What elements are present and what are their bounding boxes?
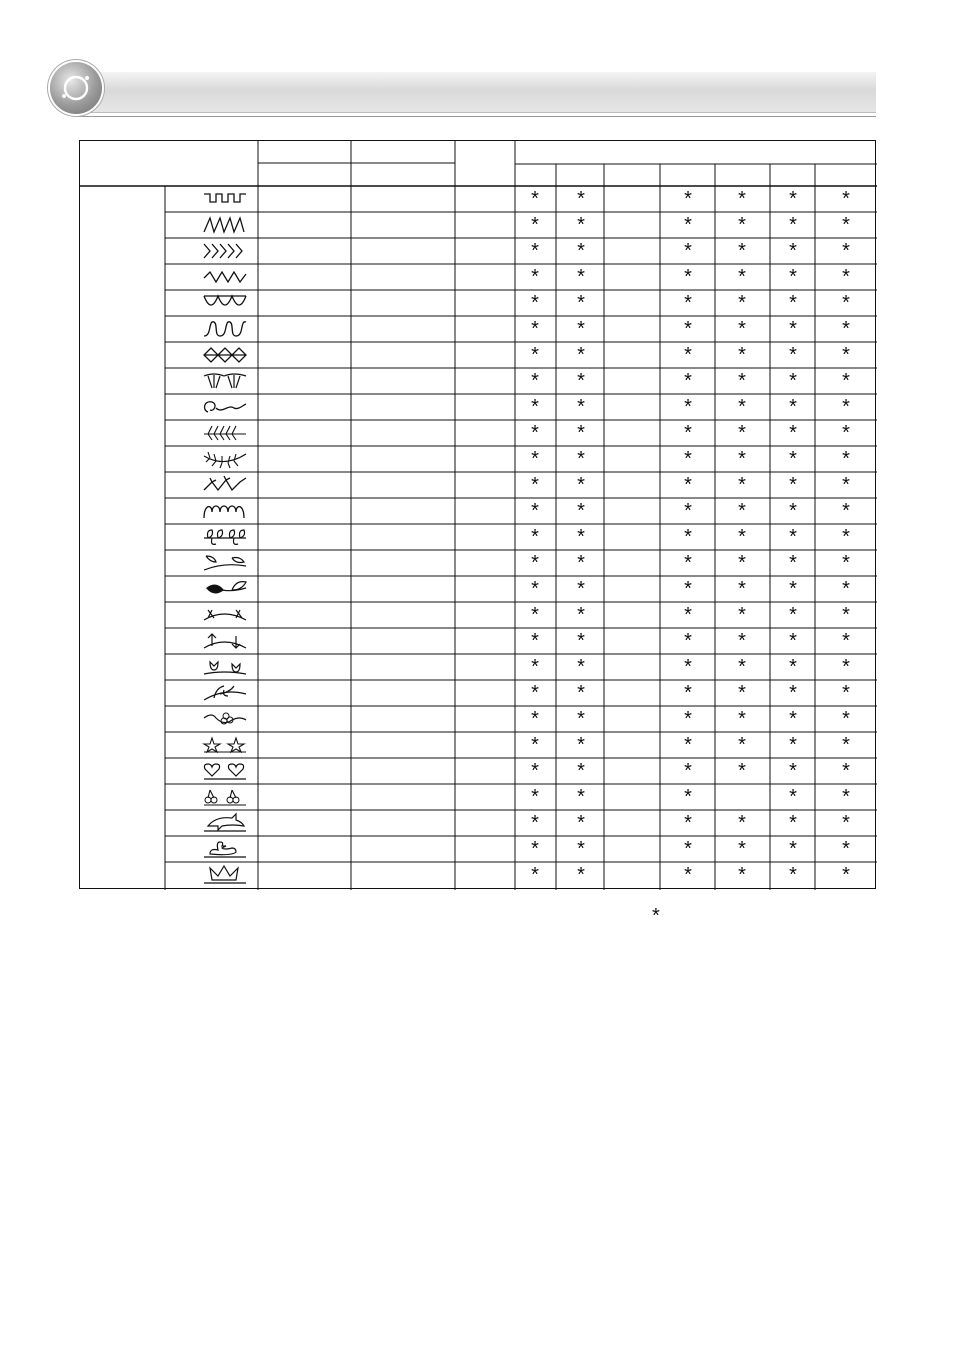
branch-pattern-icon <box>168 602 258 628</box>
flower-vine-pattern-icon <box>168 706 258 732</box>
footnote-star: * <box>652 905 660 927</box>
compat-star-mark: * <box>531 422 539 444</box>
compat-star-mark: * <box>684 682 692 704</box>
compat-star-mark: * <box>684 188 692 210</box>
table-row <box>80 758 877 784</box>
table-row <box>80 836 877 862</box>
fan-pattern-icon <box>168 368 258 394</box>
compat-star-mark: * <box>531 448 539 470</box>
compat-star-mark: * <box>738 734 746 756</box>
compat-star-mark: * <box>531 370 539 392</box>
compat-star-mark: * <box>531 318 539 340</box>
compat-star-mark: * <box>789 448 797 470</box>
table-row <box>80 706 877 732</box>
compat-star-mark: * <box>684 838 692 860</box>
compat-star-mark: * <box>531 682 539 704</box>
compat-star-mark: * <box>738 838 746 860</box>
compat-star-mark: * <box>577 188 585 210</box>
compat-star-mark: * <box>577 266 585 288</box>
compat-star-mark: * <box>738 318 746 340</box>
compat-star-mark: * <box>684 370 692 392</box>
compat-star-mark: * <box>577 396 585 418</box>
compat-star-mark: * <box>789 734 797 756</box>
compat-star-mark: * <box>531 656 539 678</box>
compat-star-mark: * <box>789 604 797 626</box>
table-row <box>80 316 877 342</box>
arrow-up-down-pattern-icon <box>168 628 258 654</box>
arrow-vine-pattern-icon <box>168 472 258 498</box>
compat-star-mark: * <box>531 630 539 652</box>
compat-star-mark: * <box>684 396 692 418</box>
compat-star-mark: * <box>842 682 850 704</box>
compat-star-mark: * <box>789 214 797 236</box>
compat-star-mark: * <box>789 760 797 782</box>
compat-star-mark: * <box>842 786 850 808</box>
compat-star-mark: * <box>789 266 797 288</box>
compat-star-mark: * <box>684 864 692 886</box>
compat-star-mark: * <box>684 656 692 678</box>
compat-star-mark: * <box>531 240 539 262</box>
compat-star-mark: * <box>531 266 539 288</box>
steps-pattern-icon <box>168 186 258 212</box>
compat-star-mark: * <box>577 292 585 314</box>
compat-star-mark: * <box>842 812 850 834</box>
table-row <box>80 290 877 316</box>
compat-star-mark: * <box>684 604 692 626</box>
table-row <box>80 394 877 420</box>
compat-star-mark: * <box>577 630 585 652</box>
compat-star-mark: * <box>684 812 692 834</box>
compat-star-mark: * <box>577 656 585 678</box>
compat-star-mark: * <box>531 396 539 418</box>
table-row <box>80 862 877 888</box>
section-header-banner <box>50 62 876 116</box>
compat-star-mark: * <box>577 344 585 366</box>
scroll-pattern-icon <box>168 394 258 420</box>
feather-pattern-icon <box>168 420 258 446</box>
compat-star-mark: * <box>789 656 797 678</box>
compat-star-mark: * <box>789 864 797 886</box>
compat-star-mark: * <box>577 500 585 522</box>
compat-star-mark: * <box>789 422 797 444</box>
compat-star-mark: * <box>738 240 746 262</box>
heart-pattern-icon <box>168 758 258 784</box>
compat-star-mark: * <box>789 318 797 340</box>
compat-star-mark: * <box>684 240 692 262</box>
compat-star-mark: * <box>684 266 692 288</box>
table-row <box>80 784 877 810</box>
compat-star-mark: * <box>531 812 539 834</box>
compat-star-mark: * <box>842 630 850 652</box>
compat-star-mark: * <box>684 500 692 522</box>
compat-star-mark: * <box>842 552 850 574</box>
compat-star-mark: * <box>842 760 850 782</box>
compat-star-mark: * <box>531 526 539 548</box>
diamond-chain-pattern-icon <box>168 342 258 368</box>
table-row <box>80 602 877 628</box>
compat-star-mark: * <box>684 292 692 314</box>
compat-star-mark: * <box>531 344 539 366</box>
compat-star-mark: * <box>789 240 797 262</box>
compat-star-mark: * <box>577 526 585 548</box>
compat-star-mark: * <box>789 630 797 652</box>
compat-star-mark: * <box>577 318 585 340</box>
table-row <box>80 732 877 758</box>
compat-star-mark: * <box>789 812 797 834</box>
compat-star-mark: * <box>577 578 585 600</box>
compat-star-mark: * <box>789 474 797 496</box>
compat-star-mark: * <box>738 214 746 236</box>
cherry-pattern-icon <box>168 784 258 810</box>
compat-star-mark: * <box>577 786 585 808</box>
compat-star-mark: * <box>789 292 797 314</box>
compat-star-mark: * <box>789 396 797 418</box>
compat-star-mark: * <box>684 474 692 496</box>
compat-star-mark: * <box>842 292 850 314</box>
table-row <box>80 238 877 264</box>
compat-star-mark: * <box>842 396 850 418</box>
compat-star-mark: * <box>577 838 585 860</box>
sprout-pattern-icon <box>168 680 258 706</box>
compat-star-mark: * <box>531 786 539 808</box>
compat-star-mark: * <box>738 656 746 678</box>
compat-star-mark: * <box>684 422 692 444</box>
solid-leaf-pattern-icon <box>168 576 258 602</box>
fern-pattern-icon <box>168 446 258 472</box>
compat-star-mark: * <box>684 526 692 548</box>
compat-star-mark: * <box>577 682 585 704</box>
table-row <box>80 368 877 394</box>
compat-star-mark: * <box>842 526 850 548</box>
square-wave-pattern-icon <box>168 212 258 238</box>
compat-star-mark: * <box>684 760 692 782</box>
compat-star-mark: * <box>684 734 692 756</box>
compat-star-mark: * <box>842 604 850 626</box>
table-row <box>80 810 877 836</box>
compat-star-mark: * <box>577 760 585 782</box>
compat-star-mark: * <box>577 214 585 236</box>
leaf-cluster-pattern-icon <box>168 524 258 550</box>
compat-star-mark: * <box>738 682 746 704</box>
compat-star-mark: * <box>842 344 850 366</box>
compat-star-mark: * <box>738 344 746 366</box>
compat-star-mark: * <box>789 188 797 210</box>
compat-star-mark: * <box>738 370 746 392</box>
compat-star-mark: * <box>842 864 850 886</box>
compat-star-mark: * <box>789 370 797 392</box>
table-row <box>80 628 877 654</box>
compat-star-mark: * <box>842 370 850 392</box>
compat-star-mark: * <box>577 474 585 496</box>
table-row <box>80 420 877 446</box>
compat-star-mark: * <box>789 838 797 860</box>
header-bar <box>78 72 876 113</box>
table-row <box>80 550 877 576</box>
compat-star-mark: * <box>842 188 850 210</box>
compat-star-mark: * <box>738 864 746 886</box>
compat-star-mark: * <box>577 864 585 886</box>
leaf-vine-pattern-icon <box>168 550 258 576</box>
compat-star-mark: * <box>577 708 585 730</box>
compat-star-mark: * <box>531 552 539 574</box>
compat-star-mark: * <box>531 864 539 886</box>
compat-star-mark: * <box>684 318 692 340</box>
table-row <box>80 446 877 472</box>
compat-star-mark: * <box>738 812 746 834</box>
star-pattern-icon <box>168 732 258 758</box>
compat-star-mark: * <box>738 266 746 288</box>
compat-star-mark: * <box>531 708 539 730</box>
compat-star-mark: * <box>738 422 746 444</box>
compat-star-mark: * <box>842 240 850 262</box>
compat-star-mark: * <box>531 474 539 496</box>
compat-star-mark: * <box>842 708 850 730</box>
compat-star-mark: * <box>738 500 746 522</box>
table-row <box>80 576 877 602</box>
compat-star-mark: * <box>789 500 797 522</box>
table-row <box>80 680 877 706</box>
compat-star-mark: * <box>684 578 692 600</box>
compat-star-mark: * <box>738 448 746 470</box>
compat-star-mark: * <box>684 786 692 808</box>
compat-star-mark: * <box>531 838 539 860</box>
compat-star-mark: * <box>738 188 746 210</box>
compat-star-mark: * <box>789 344 797 366</box>
compat-star-mark: * <box>842 578 850 600</box>
table-row <box>80 654 877 680</box>
compat-star-mark: * <box>577 604 585 626</box>
compat-star-mark: * <box>738 526 746 548</box>
table-row <box>80 342 877 368</box>
chevron-pattern-icon <box>168 238 258 264</box>
compat-star-mark: * <box>842 422 850 444</box>
table-row <box>80 498 877 524</box>
wave-loops-pattern-icon <box>168 498 258 524</box>
scallop-pattern-icon <box>168 290 258 316</box>
compat-star-mark: * <box>738 552 746 574</box>
table-row <box>80 264 877 290</box>
compat-star-mark: * <box>738 604 746 626</box>
compat-star-mark: * <box>789 526 797 548</box>
compat-star-mark: * <box>789 552 797 574</box>
compat-star-mark: * <box>577 812 585 834</box>
compat-star-mark: * <box>738 578 746 600</box>
pattern-compatibility-table <box>79 140 876 889</box>
table-row <box>80 472 877 498</box>
compat-star-mark: * <box>531 760 539 782</box>
table-row <box>80 212 877 238</box>
compat-star-mark: * <box>531 214 539 236</box>
compat-star-mark: * <box>842 500 850 522</box>
compat-star-mark: * <box>842 474 850 496</box>
compat-star-mark: * <box>738 630 746 652</box>
dolphin-pattern-icon <box>168 810 258 836</box>
compat-star-mark: * <box>577 370 585 392</box>
compat-star-mark: * <box>531 292 539 314</box>
compat-star-mark: * <box>531 188 539 210</box>
compat-star-mark: * <box>738 760 746 782</box>
compat-star-mark: * <box>842 656 850 678</box>
zigzag-diamond-pattern-icon <box>168 264 258 290</box>
compat-star-mark: * <box>738 396 746 418</box>
compat-star-mark: * <box>789 786 797 808</box>
table-row <box>80 524 877 550</box>
compat-star-mark: * <box>684 708 692 730</box>
compat-star-mark: * <box>738 292 746 314</box>
tulip-pattern-icon <box>168 654 258 680</box>
compat-star-mark: * <box>531 500 539 522</box>
compat-star-mark: * <box>531 604 539 626</box>
compat-star-mark: * <box>684 552 692 574</box>
compat-star-mark: * <box>577 448 585 470</box>
disc-icon <box>50 62 102 114</box>
compat-star-mark: * <box>577 422 585 444</box>
compat-star-mark: * <box>738 474 746 496</box>
compat-star-mark: * <box>684 448 692 470</box>
compat-star-mark: * <box>684 344 692 366</box>
compat-star-mark: * <box>842 266 850 288</box>
compat-star-mark: * <box>842 318 850 340</box>
compat-star-mark: * <box>842 448 850 470</box>
table-row <box>80 186 877 212</box>
compat-star-mark: * <box>684 214 692 236</box>
compat-star-mark: * <box>531 734 539 756</box>
compat-star-mark: * <box>577 734 585 756</box>
compat-star-mark: * <box>789 708 797 730</box>
compat-star-mark: * <box>842 838 850 860</box>
loops-pattern-icon <box>168 316 258 342</box>
compat-star-mark: * <box>738 708 746 730</box>
compat-star-mark: * <box>531 578 539 600</box>
compat-star-mark: * <box>789 682 797 704</box>
compat-star-mark: * <box>577 552 585 574</box>
compat-star-mark: * <box>577 240 585 262</box>
duck-pattern-icon <box>168 836 258 862</box>
compat-star-mark: * <box>842 214 850 236</box>
compat-star-mark: * <box>684 630 692 652</box>
compat-star-mark: * <box>842 734 850 756</box>
crown-pattern-icon <box>168 862 258 888</box>
compat-star-mark: * <box>789 578 797 600</box>
